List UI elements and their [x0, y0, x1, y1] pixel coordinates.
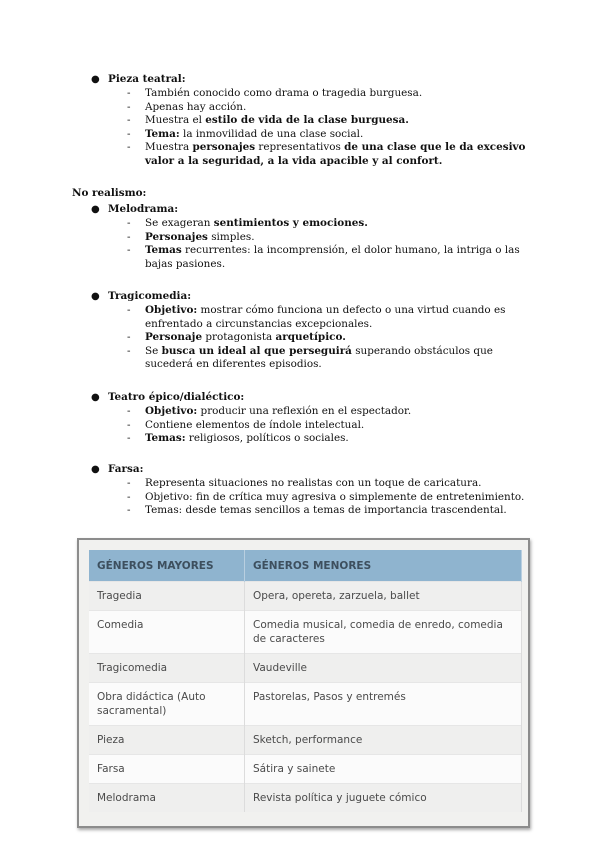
bullet-icon: ● [91, 74, 100, 85]
table-row [89, 683, 522, 726]
header-generos-menores: GÉNEROS MENORES [245, 550, 522, 582]
plain-text: mostrar cómo funciona un defecto o una virtud cuando es enfrentado a circunstancias excepcionales. [145, 304, 506, 330]
bullet-item [0, 73, 600, 87]
section-title: Teatro épico/dialéctico: [108, 391, 245, 403]
cell-genero-mayor: Obra didáctica (Auto sacramental) [89, 683, 245, 726]
dash-marker: - [127, 127, 131, 140]
dash-marker: - [127, 244, 131, 257]
bullet-icon: ● [91, 392, 100, 403]
dash-marker: - [127, 141, 131, 154]
cell-genero-mayor: Melodrama [89, 784, 245, 813]
sub-item [0, 345, 600, 372]
bullet-item [0, 463, 600, 477]
bold-text: Personaje [145, 331, 203, 344]
section-tragicomedia [0, 290, 600, 372]
bold-text: estilo de vida de la clase burguesa. [205, 114, 409, 127]
section-pieza-teatral [0, 73, 600, 169]
plain-text: Se [145, 344, 162, 357]
plain-text: Muestra el [145, 114, 206, 127]
sub-item [0, 432, 600, 446]
dash-marker: - [127, 217, 131, 229]
sub-list [0, 477, 600, 518]
sub-list [0, 304, 600, 372]
cell-genero-mayor: Tragicomedia [89, 654, 245, 683]
section-title: Melodrama: [108, 203, 179, 215]
cell-genero-menor: Opera, opereta, zarzuela, ballet [245, 582, 522, 611]
sub-item [0, 244, 600, 271]
sub-item [0, 87, 600, 101]
dash-marker: - [127, 477, 131, 489]
sub-item [0, 491, 600, 505]
genres-table-image [77, 538, 530, 828]
plain-text: la inmovilidad de una clase social. [179, 127, 364, 140]
plain-text: Objetivo: fin de crítica muy agresiva o simplemente de entretenimiento. [145, 490, 525, 503]
table-row [89, 611, 522, 654]
dash-marker: - [127, 432, 131, 445]
bold-text: personajes [192, 141, 256, 154]
table-row [89, 784, 522, 813]
plain-text: Representa situaciones no realistas con un toque de caricatura. [145, 477, 482, 489]
cell-genero-mayor: Farsa [89, 755, 245, 784]
dash-marker: - [127, 331, 131, 344]
plain-text: religiosos, políticos o sociales. [185, 432, 349, 445]
plain-text: Muestra [145, 141, 193, 154]
plain-text: Se exageran [145, 217, 214, 229]
sub-item [0, 405, 600, 419]
sub-item [0, 141, 600, 168]
table-body [89, 582, 522, 813]
cell-genero-menor: Sketch, performance [245, 726, 522, 755]
table-row [89, 582, 522, 611]
bullet-item [0, 203, 600, 217]
bold-text: Objetivo: [145, 304, 198, 316]
dash-marker: - [127, 405, 131, 417]
dash-marker: - [127, 504, 131, 517]
dash-marker: - [127, 114, 131, 127]
bold-text: busca un ideal al que perseguirá [161, 344, 352, 357]
section-farsa [0, 463, 600, 518]
sub-item [0, 217, 600, 231]
sub-item [0, 231, 600, 245]
bullet-icon: ● [91, 464, 100, 475]
sub-list [0, 87, 600, 169]
sub-list [0, 405, 600, 446]
dash-marker: - [127, 87, 131, 99]
table-row [89, 755, 522, 784]
plain-text: protagonista [202, 331, 276, 344]
bullet-item [0, 290, 600, 304]
genres-table [89, 550, 522, 812]
section-melodrama [0, 203, 600, 271]
section-teatro-epico [0, 391, 600, 446]
sub-list [0, 217, 600, 271]
plain-text: También conocido como drama o tragedia burguesa. [145, 87, 423, 99]
cell-genero-mayor: Pieza [89, 726, 245, 755]
plain-text: representativos [255, 141, 345, 154]
cell-genero-menor: Sátira y sainete [245, 755, 522, 784]
plain-text: Contiene elementos de índole intelectual. [145, 418, 365, 431]
dash-marker: - [127, 418, 131, 431]
plain-text: superando obstáculos que sucederá en diferentes episodios. [145, 344, 493, 371]
cell-genero-menor: Pastorelas, Pasos y entremés [245, 683, 522, 726]
sub-item [0, 128, 600, 142]
sub-item [0, 304, 600, 331]
sub-item [0, 419, 600, 433]
sub-item [0, 331, 600, 345]
bold-text: arquetípico. [275, 331, 346, 344]
heading-no-realismo: No realismo: [72, 187, 147, 199]
dash-marker: - [127, 490, 131, 503]
dash-marker: - [127, 230, 131, 243]
dash-marker: - [127, 304, 131, 316]
bullet-icon: ● [91, 204, 100, 215]
sub-item [0, 101, 600, 115]
bold-text: Temas: [145, 432, 186, 445]
table-row [89, 726, 522, 755]
header-generos-mayores: GÉNEROS MAYORES [89, 550, 245, 582]
sub-item [0, 477, 600, 491]
dash-marker: - [127, 100, 131, 113]
plain-text: Temas: desde temas sencillos a temas de importancia trascendental. [145, 504, 507, 517]
plain-text: simples. [207, 230, 255, 243]
sub-item [0, 504, 600, 518]
bold-text: de una clase que le da excesivo valor a la seguridad, a la vida apacible y al confort. [145, 141, 526, 167]
dash-marker: - [127, 344, 131, 357]
bullet-item [0, 391, 600, 405]
cell-genero-mayor: Comedia [89, 611, 245, 654]
bold-text: Objetivo: [145, 405, 198, 417]
bullet-icon: ● [91, 291, 100, 302]
table-header-row [89, 550, 522, 582]
cell-genero-menor: Vaudeville [245, 654, 522, 683]
plain-text: Apenas hay acción. [145, 100, 247, 113]
cell-genero-menor: Comedia musical, comedia de enredo, comedia de caracteres [245, 611, 522, 654]
cell-genero-mayor: Tragedia [89, 582, 245, 611]
section-title: Pieza teatral: [108, 73, 186, 85]
table-row [89, 654, 522, 683]
sub-item [0, 114, 600, 128]
section-title: Tragicomedia: [108, 290, 192, 302]
bold-text: Tema: [145, 127, 180, 140]
bold-text: sentimientos y emociones. [213, 217, 368, 229]
bold-text: Personajes [145, 230, 208, 243]
plain-text: producir una reflexión en el espectador. [197, 405, 412, 417]
section-title: Farsa: [108, 463, 144, 475]
plain-text: recurrentes: la incomprensión, el dolor humano, la intriga o las bajas pasiones. [145, 244, 520, 270]
bold-text: Temas [145, 244, 182, 257]
cell-genero-menor: Revista política y juguete cómico [245, 784, 522, 813]
